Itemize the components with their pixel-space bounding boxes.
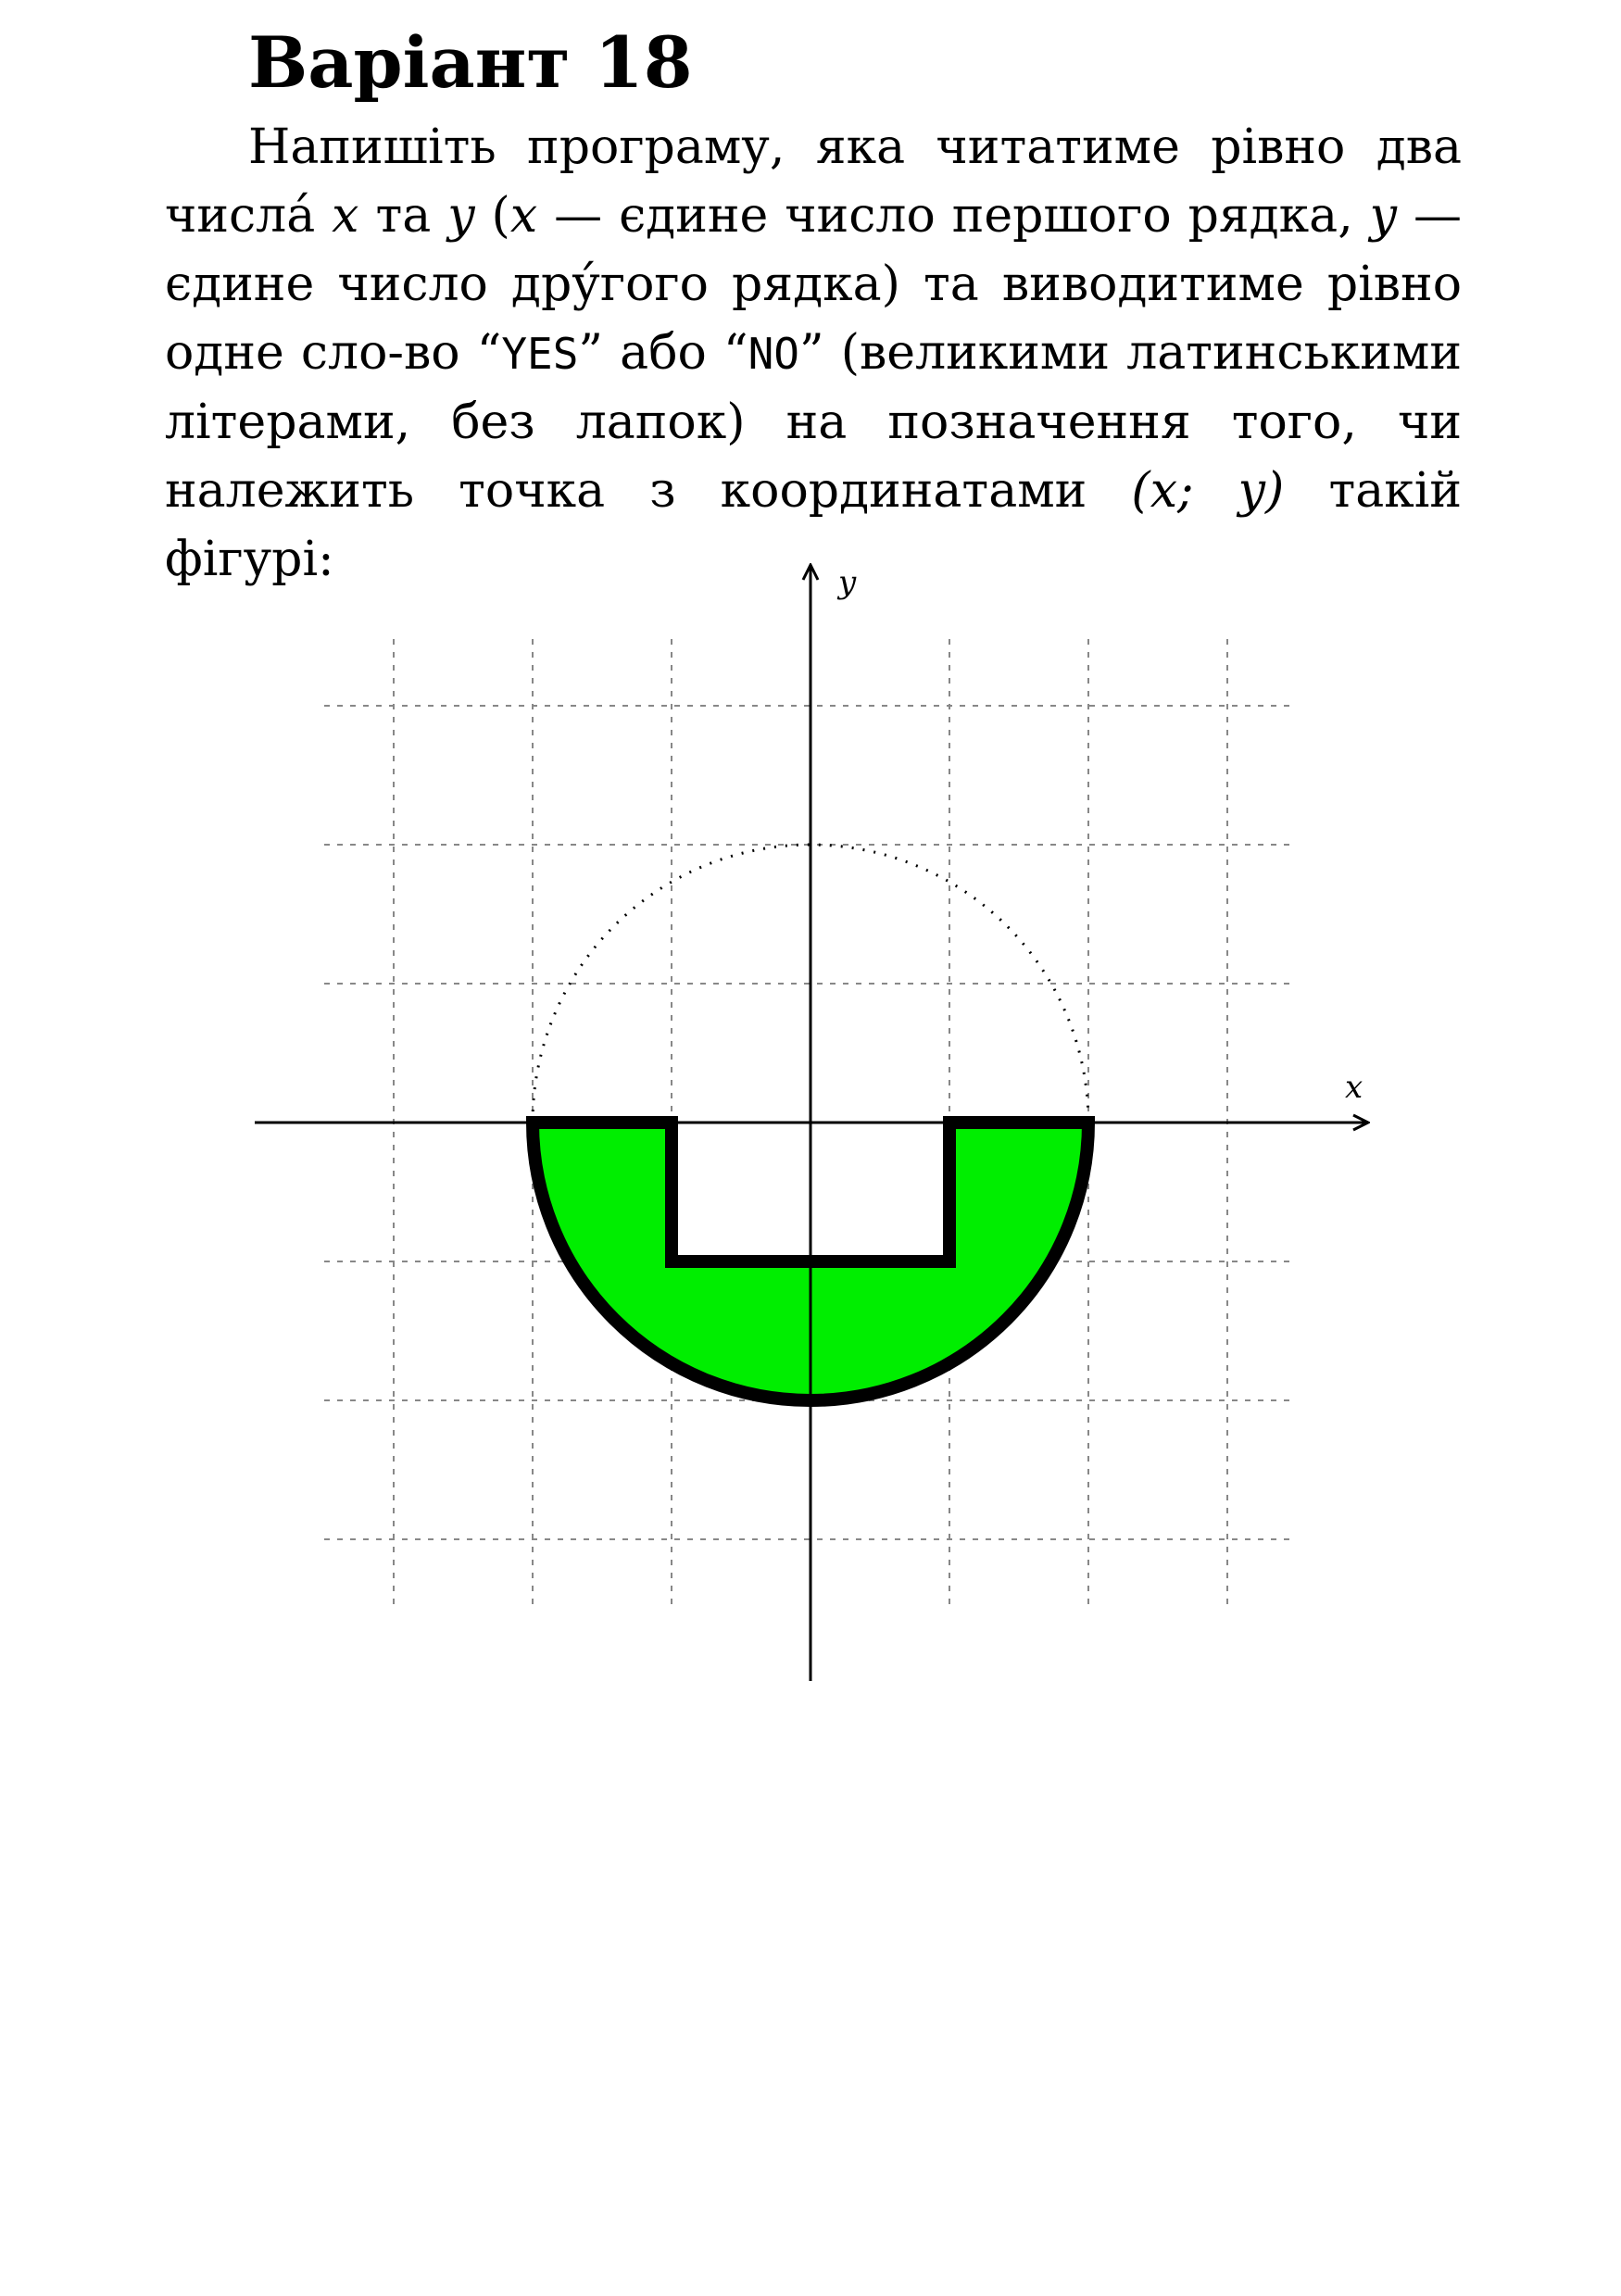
var-x-2: x (509, 188, 538, 244)
text-part-8: такій фігурі: (165, 463, 1463, 587)
var-x: x (332, 188, 359, 244)
x-axis-label: x (1345, 1069, 1363, 1106)
y-axis-label: y (838, 564, 857, 601)
text-part-3: ( (474, 188, 510, 244)
yes-literal: YES (501, 329, 579, 379)
text-part-5: — єдине число дру́гого рядка) та виводитиме рівно одне сло-во “ (165, 188, 1463, 381)
text-part-7: ” (великими латинськими літерами, без лапок) на позначення того, чи належить точка з координатами (165, 325, 1463, 519)
page-title: Варіант 18 (248, 21, 693, 104)
text-part-4: — єдине число першого рядка, (537, 188, 1370, 244)
text-part-6: ” або “ (578, 325, 748, 381)
text-part-2: та (358, 188, 448, 244)
var-y-2: y (1369, 188, 1398, 244)
text-part-1: Напишіть програму, яка читатиме рівно два числа́ (165, 119, 1462, 244)
coords: (x; y) (1131, 463, 1285, 519)
no-literal: NO (748, 329, 799, 379)
var-y: y (447, 188, 475, 244)
